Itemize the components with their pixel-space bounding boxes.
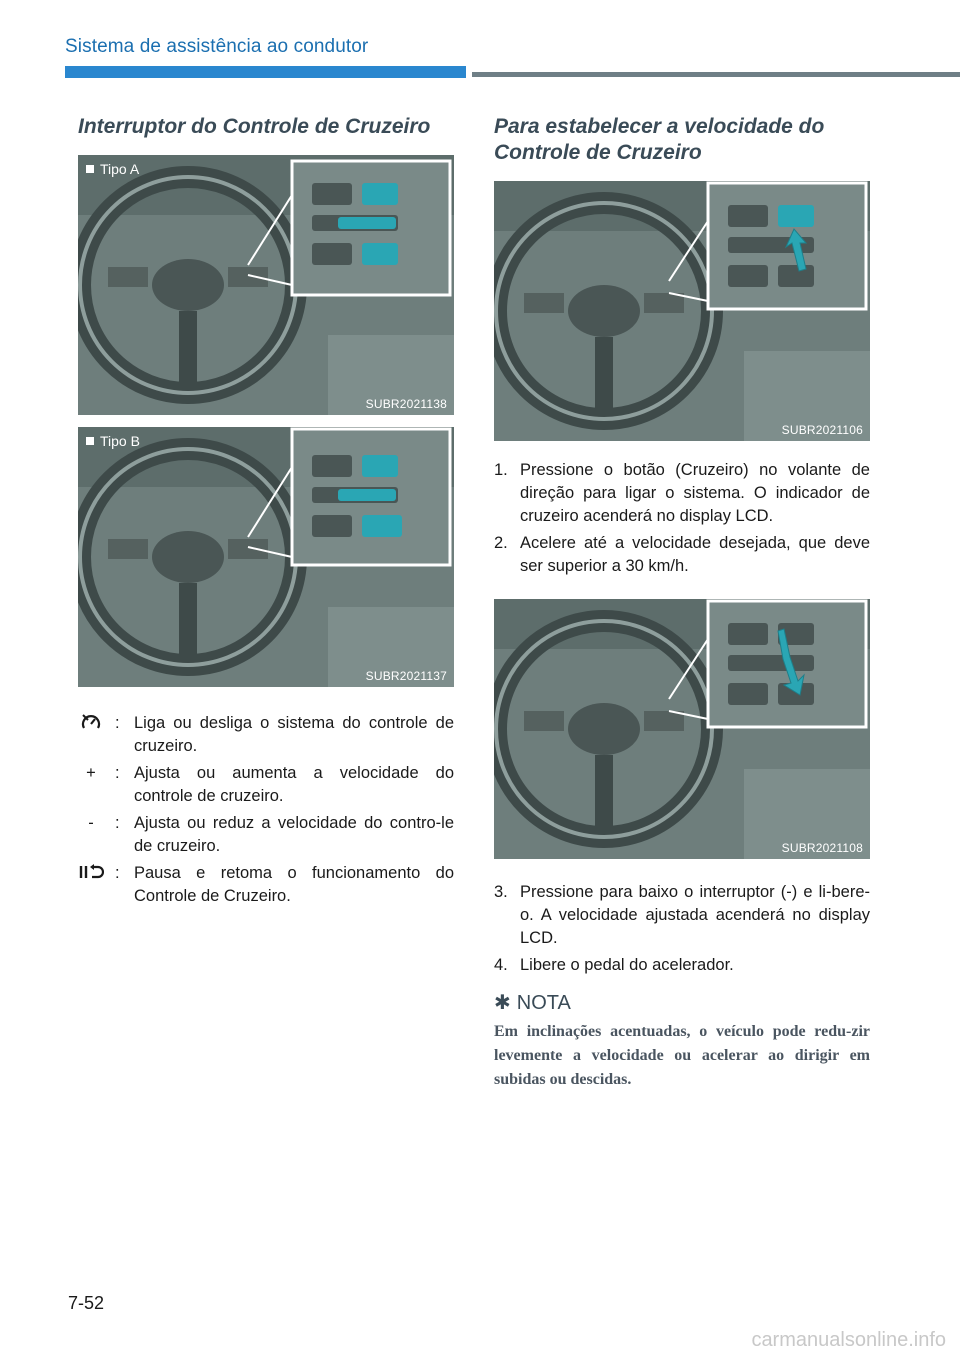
steering-wheel-illustration — [78, 155, 454, 415]
figure-set-speed-1 — [494, 181, 870, 441]
figure-type-label: Tipo A — [86, 161, 139, 177]
step-text: Acelere até a velocidade desejada, que deve ser superior a 30 km/h. — [520, 534, 870, 575]
cruise-gauge-icon — [78, 712, 104, 737]
steering-wheel-illustration — [494, 599, 870, 859]
step-number: 1. — [494, 461, 508, 479]
figure-type-label: Tipo B — [86, 433, 140, 449]
step-number: 2. — [494, 534, 508, 552]
note-title: ✱ NOTA — [494, 992, 571, 1014]
right-section-title: Para estabelecer a velocidade do Controle de Cruzeiro — [494, 115, 825, 164]
legend-text: Ajusta ou reduz a velocidade do contro-le de cruzeiro. — [134, 814, 454, 855]
header-rule — [472, 72, 960, 77]
step-text: Libere o pedal do acelerador. — [520, 956, 734, 974]
legend-symbol: + — [86, 764, 96, 782]
section-header-title: Sistema de assistência ao condutor — [65, 36, 369, 57]
step-number: 4. — [494, 956, 508, 974]
left-section-title: Interruptor do Controle de Cruzeiro — [78, 115, 431, 138]
legend-text: Ajusta ou aumenta a velocidade do controle de cruzeiro. — [134, 764, 454, 805]
header-accent-bar — [65, 66, 466, 78]
figure-code: SUBR2021138 — [365, 397, 447, 411]
figure-set-speed-2 — [494, 599, 870, 859]
step-text: Pressione para baixo o interruptor (-) e li-bere-o. A velocidade ajustada acenderá no display LCD. — [520, 883, 870, 947]
legend-text: Liga ou desliga o sistema do controle de cruzeiro. — [134, 714, 454, 755]
legend-symbol: - — [88, 814, 94, 832]
step-number: 3. — [494, 883, 508, 901]
note-body: Em inclinações acentuadas, o veículo pode redu-zir levemente a velocidade ou acelerar ao dirigir em subidas ou descidas. — [494, 1023, 870, 1088]
steering-wheel-illustration — [78, 427, 454, 687]
page-number: 7-52 — [68, 1293, 105, 1313]
steering-wheel-illustration — [494, 181, 870, 441]
watermark: carmanualsonline.info — [751, 1329, 946, 1351]
asterisk-icon: ✱ — [494, 992, 511, 1014]
figure-code: SUBR2021108 — [781, 841, 863, 855]
figure-code: SUBR2021137 — [365, 669, 447, 683]
figure-code: SUBR2021106 — [781, 423, 863, 437]
figure-tipo-a — [78, 155, 454, 415]
figure-tipo-b — [78, 427, 454, 687]
step-text: Pressione o botão (Cruzeiro) no volante de direção para ligar o sistema. O indicador de cruzeiro acenderá no display LCD. — [520, 461, 870, 525]
legend-text: Pausa e retoma o funcionamento do Controle de Cruzeiro. — [134, 864, 454, 905]
pause-resume-icon — [78, 862, 104, 885]
